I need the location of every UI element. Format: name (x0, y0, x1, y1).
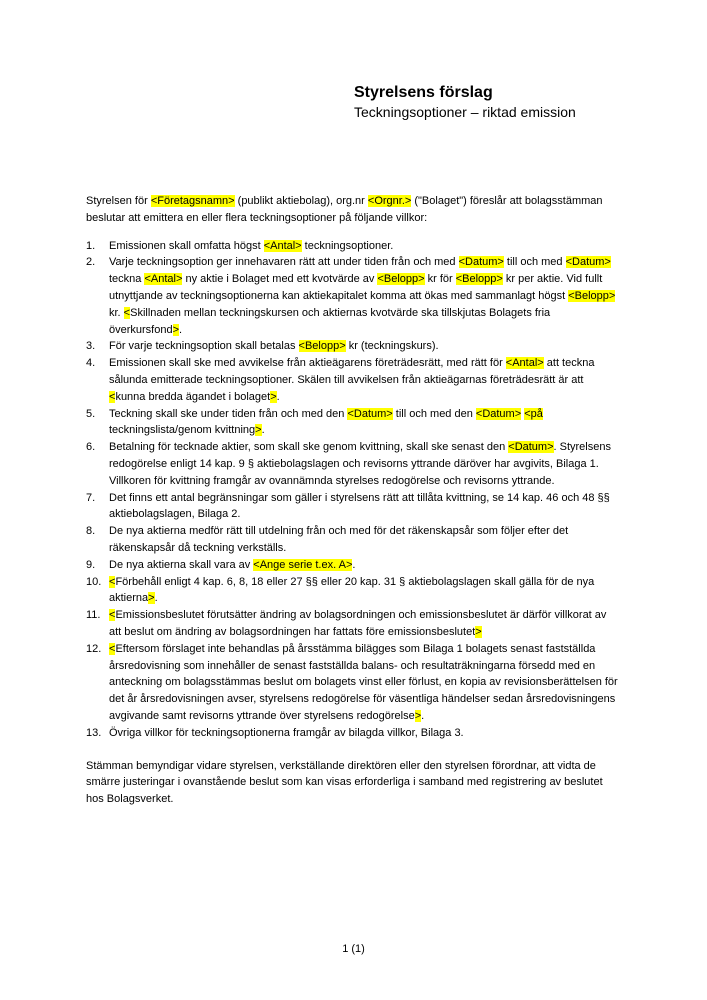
placeholder-highlight: > (172, 323, 180, 336)
list-item (86, 439, 621, 489)
placeholder-highlight: <Datum> (475, 407, 522, 420)
list-item (86, 338, 621, 355)
item-number: 12. (86, 642, 102, 655)
placeholder-highlight: <Företagsnamn> (150, 195, 235, 207)
list-item (86, 574, 621, 608)
item-text: Teckning skall ske under tiden från och med den <Datum> till och med den <Datum> <på teckningslista/genom kvittning>. (109, 407, 543, 437)
placeholder-highlight: <Antal> (505, 357, 544, 370)
item-number: 2. (86, 256, 96, 269)
document-subtitle: Teckningsoptioner – riktad emission (354, 104, 576, 120)
list-item (86, 238, 621, 255)
document-body (86, 193, 621, 808)
list-item (86, 490, 621, 524)
placeholder-highlight: <Belopp> (568, 289, 616, 302)
placeholder-highlight: > (148, 592, 155, 605)
item-number: 8. (86, 525, 96, 538)
placeholder-highlight: < (109, 609, 116, 622)
placeholder-highlight: < (109, 642, 116, 655)
item-text: Det finns ett antal begränsningar som gäller i styrelsens rätt att tillåta kvittning, se 14 kap. 46 och 48 §§ aktiebolagslagen, Bilaga 2. (109, 491, 610, 521)
placeholder-highlight: < (109, 575, 116, 588)
placeholder-highlight: > (475, 625, 482, 638)
item-text: <Eftersom förslaget inte behandlas på årsstämma bilägges som Bilaga 1 bolagets senast fastställda årsredovisning som innehåller de senast fastställda balans- och resultaträkningarna försedd med en anteckning om bolagsstämmas beslut om bolagets vinst eller förlust, en kopia av revisionsberättelsen för det år årsredovisningen avser, styrelsens redogörelse för väsentliga händelser sedan årsredovisningens avgivande samt revisorns yttrande över styrelsens redogörelse>. (109, 642, 618, 722)
item-number: 10. (86, 575, 102, 588)
item-number: 6. (86, 441, 96, 454)
list-item (86, 355, 621, 405)
item-text: De nya aktierna medför rätt till utdelning från och med för det räkenskapsår som följer efter det räkenskapsår då teckning verkställs. (109, 525, 569, 554)
item-text: För varje teckningsoption skall betalas <Belopp> kr (teckningskurs). (109, 340, 439, 353)
placeholder-highlight: > (255, 424, 262, 437)
placeholder-highlight: <Datum> (458, 256, 504, 269)
list-item (86, 607, 621, 641)
item-text: De nya aktierna skall vara av <Ange serie t.ex. A>. (109, 558, 356, 571)
placeholder-highlight: > (414, 709, 422, 722)
placeholder-highlight: < (109, 390, 116, 403)
list-item (86, 406, 621, 440)
item-number: 11. (86, 609, 101, 622)
placeholder-highlight: <Belopp> (455, 273, 503, 286)
item-text: Emissionen skall omfatta högst <Antal> teckningsoptioner. (109, 239, 394, 252)
item-number: 9. (86, 558, 96, 571)
item-text: Emissionen skall ske med avvikelse från aktieägarens företrädesrätt, med rätt för <Antal> att teckna sålunda emitterade teckningsoptioner. Skälen till avvikelsen från aktieägarnas företrädesrätt är att <kunna bredda ägandet i bolaget>. (109, 357, 595, 403)
item-text: <Förbehåll enligt 4 kap. 6, 8, 18 eller 27 §§ eller 20 kap. 31 § aktiebolagslagen skall gälla för de nya aktierna>. (109, 575, 595, 605)
placeholder-highlight: <Ange serie t.ex. A> (253, 558, 353, 571)
item-number: 7. (86, 491, 96, 504)
placeholder-highlight: <Antal> (263, 239, 302, 252)
list-item (86, 725, 621, 742)
placeholder-highlight: <Belopp> (377, 273, 425, 286)
page-number: 1 (1) (342, 943, 365, 955)
intro-paragraph: Styrelsen för <Företagsnamn> (publikt aktiebolag), org.nr <Orgnr.> ("Bolaget") föreslår att bolagsstämman beslutar att emittera en eller flera teckningsoptioner på följande villkor: (86, 195, 603, 224)
conditions-list (86, 238, 621, 742)
item-number: 5. (86, 407, 96, 420)
document-title: Styrelsens förslag (354, 84, 493, 101)
placeholder-highlight: <Datum> (508, 441, 554, 454)
item-text: Varje teckningsoption ger innehavaren rätt att under tiden från och med <Datum> till och med <Datum> teckna <Antal> ny aktie i Bolaget med ett kvotvärde av <Belopp> kr för <Belopp> kr per aktie. Vid fullt utnyttjande av teckningsoptionerna kan aktiekapitalet komma att ökas med sammanlagt högst <Belopp> kr. <Skillnaden mellan teckningskursen och aktiernas kvotvärde ska tillskjutas Bolagets fria överkursfond>. (109, 256, 616, 336)
list-item (86, 523, 621, 557)
item-number: 3. (86, 340, 96, 353)
placeholder-highlight: <Belopp> (298, 340, 346, 353)
item-text: Övriga villkor för teckningsoptionerna framgår av bilagda villkor, Bilaga 3. (109, 726, 464, 739)
item-number: 4. (86, 357, 96, 370)
closing-paragraph: Stämman bemyndigar vidare styrelsen, verkställande direktören eller den styrelsen förordnar, att vidta de smärre justeringar i ovanstående beslut som kan visas erforderliga i samband med registrering av beslutet hos Bolagsverket. (86, 759, 603, 806)
item-number: 13. (86, 726, 102, 739)
list-item (86, 557, 621, 574)
placeholder-highlight: <på (524, 407, 543, 420)
list-item (86, 254, 621, 338)
list-item (86, 641, 621, 725)
placeholder-highlight: < (123, 306, 131, 319)
placeholder-highlight: > (270, 390, 277, 403)
placeholder-highlight: <Antal> (144, 273, 183, 286)
placeholder-highlight: <Datum> (347, 407, 393, 420)
placeholder-highlight: <Datum> (565, 256, 611, 269)
item-text: Betalning för tecknade aktier, som skall ske genom kvittning, skall ske senast den <Datum>. Styrelsens redogörelse enligt 14 kap. 9 § aktiebolagslagen och revisorns yttrande däröver har avgivits, Bilaga 1. Villkoren för kvittning framgår av ovannämnda styrelses redogörelse och revisorns yttrande. (109, 441, 611, 487)
item-number: 1. (86, 239, 96, 252)
placeholder-highlight: <Orgnr.> (367, 195, 412, 207)
item-text: <Emissionsbeslutet förutsätter ändring av bolagsordningen och emissionsbeslutet är därför villkorat av att beslut om ändring av bolagsordningen har fattats före emissionsbeslutet> (109, 609, 607, 638)
